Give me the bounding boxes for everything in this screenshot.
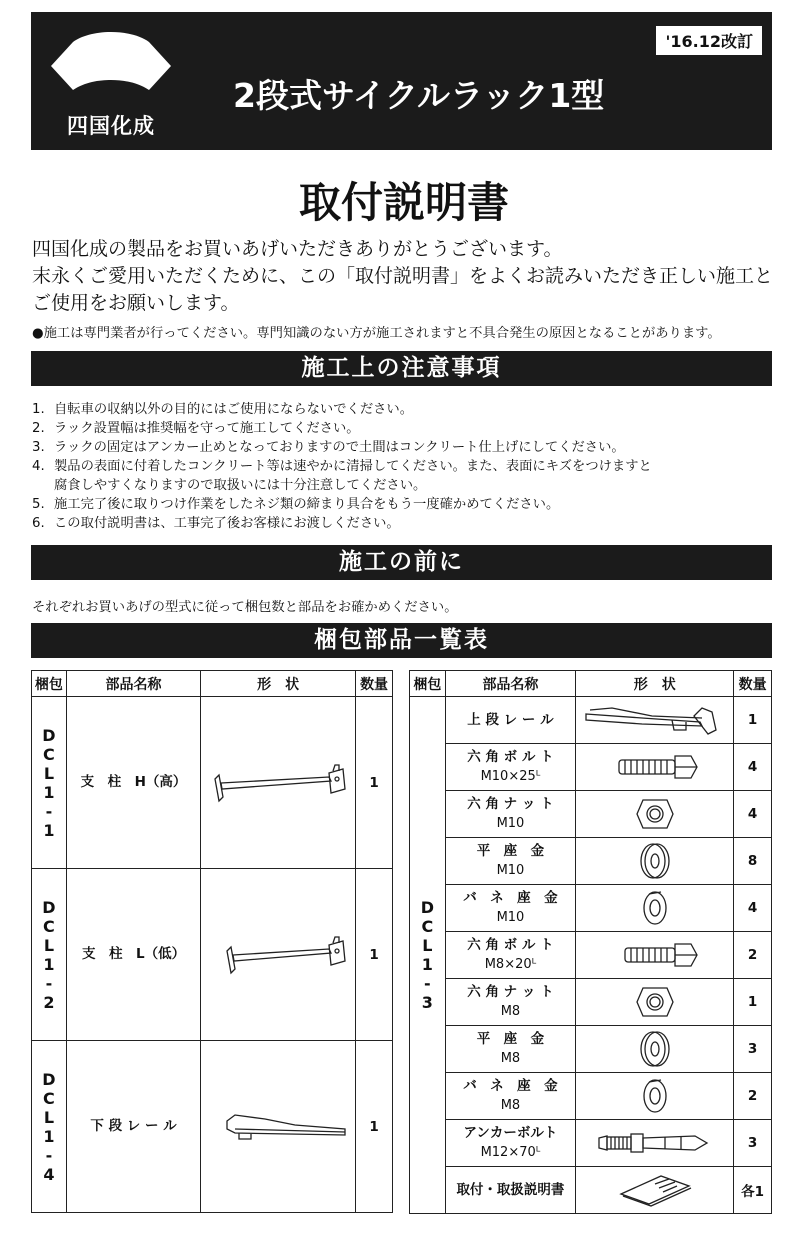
table-row: [410, 932, 772, 979]
caution-item: 2. ラック設置幅は推奨幅を守って施工してください。: [32, 421, 360, 436]
table-row: [410, 744, 772, 791]
table-row: [410, 885, 772, 932]
part-name: 六 角 ナ ッ ト M10: [445, 791, 576, 838]
caution-item: 3. ラックの固定はアンカー止めとなっておりますので土間はコンクリート仕上げにしてください。: [32, 440, 625, 455]
col-part-name: 部品名称: [445, 671, 576, 697]
quantity: 2: [734, 932, 772, 979]
col-shape: 形 状: [576, 671, 734, 697]
col-package: 梱包: [32, 671, 67, 697]
specialist-note: ●施工は専門業者が行ってください。専門知識のない方が施工されますと不具合発生の原因となることがあります。: [32, 326, 721, 341]
part-name: 支 柱 H（高）: [66, 697, 200, 869]
logo-mark-icon: [51, 26, 171, 108]
quantity: 8: [734, 838, 772, 885]
parts-table-right: [409, 670, 772, 1214]
package-code: D C L 1 - 1: [32, 697, 67, 869]
before-heading: 施工の前に: [31, 545, 772, 580]
col-shape: 形 状: [201, 671, 356, 697]
quantity: 4: [734, 744, 772, 791]
quantity: 3: [734, 1026, 772, 1073]
quantity: 1: [356, 697, 393, 869]
lower-rail-shape: [201, 1041, 356, 1213]
caution-item: 4. 製品の表面に付着したコンクリート等は速やかに清掃してください。また、表面にキズをつけますと: [32, 459, 652, 474]
quantity: 1: [734, 979, 772, 1026]
intro-text: [32, 236, 777, 317]
manual-icon: [576, 1167, 734, 1214]
hex-nut-icon: [576, 979, 734, 1026]
part-name: 平 座 金 M10: [445, 838, 576, 885]
intro-line: ご使用をお願いします。: [32, 292, 240, 314]
part-name: 上 段 レ ー ル: [445, 697, 576, 744]
spring-washer-icon: [576, 1073, 734, 1120]
part-name: バ ネ 座 金 M10: [445, 885, 576, 932]
company-logo: [51, 26, 171, 136]
col-part-name: 部品名称: [66, 671, 200, 697]
part-name: 六 角 ボ ル ト M8×20ᴸ: [445, 932, 576, 979]
brand-name: 四国化成: [67, 114, 155, 138]
table-row: [410, 838, 772, 885]
hex-bolt-icon: [576, 744, 734, 791]
parts-table-left: [31, 670, 393, 1213]
quantity: 4: [734, 791, 772, 838]
part-name: 平 座 金 M8: [445, 1026, 576, 1073]
parts-heading: 梱包部品一覧表: [31, 623, 772, 658]
quantity: 各1: [734, 1167, 772, 1214]
col-package: 梱包: [410, 671, 446, 697]
part-name: 六 角 ナ ッ ト M8: [445, 979, 576, 1026]
quantity: 1: [356, 869, 393, 1041]
caution-item: 1. 自転車の収納以外の目的にはご使用にならないでください。: [32, 402, 414, 417]
header-banner: [31, 12, 772, 150]
table-row: [410, 791, 772, 838]
cautions-list: [32, 400, 777, 533]
part-name: 下 段 レ ー ル: [66, 1041, 200, 1213]
intro-line: 末永くご愛用いただくために、この「取付説明書」をよくお読みいただき正しい施工と: [32, 265, 774, 287]
package-code: D C L 1 - 2: [32, 869, 67, 1041]
quantity: 2: [734, 1073, 772, 1120]
package-code: D C L 1 - 3: [410, 697, 446, 1214]
table-row: [410, 697, 772, 744]
post-high-shape: [201, 697, 356, 869]
upper-rail-shape: [576, 697, 734, 744]
page-title: 取付説明書: [298, 178, 509, 227]
quantity: 4: [734, 885, 772, 932]
col-qty: 数量: [734, 671, 772, 697]
table-row: [32, 869, 393, 1041]
flat-washer-icon: [576, 838, 734, 885]
caution-item: 5. 施工完了後に取りつけ作業をしたネジ類の締まり具合をもう一度確かめてください。: [32, 497, 560, 512]
package-code: D C L 1 - 4: [32, 1041, 67, 1213]
product-name: 2段式サイクルラック1型: [233, 76, 605, 115]
anchor-bolt-icon: [576, 1120, 734, 1167]
before-text: それぞれお買いあげの型式に従って梱包数と部品をお確かめください。: [32, 600, 458, 615]
flat-washer-icon: [576, 1026, 734, 1073]
intro-line: 四国化成の製品をお買いあげいただきありがとうございます。: [32, 238, 563, 260]
table-row: [32, 1041, 393, 1213]
table-row: [410, 1026, 772, 1073]
cautions-heading: 施工上の注意事項: [31, 351, 772, 386]
table-row: [410, 1073, 772, 1120]
quantity: 1: [356, 1041, 393, 1213]
table-row: [32, 697, 393, 869]
table-row: [410, 1167, 772, 1214]
hex-bolt-icon: [576, 932, 734, 979]
caution-item: 6. この取付説明書は、工事完了後お客様にお渡しください。: [32, 516, 400, 531]
table-row: [410, 1120, 772, 1167]
table-row: [410, 979, 772, 1026]
part-name: 六 角 ボ ル ト M10×25ᴸ: [445, 744, 576, 791]
hex-nut-icon: [576, 791, 734, 838]
revision-badge: '16.12改訂: [656, 26, 762, 55]
caution-item-continued: 腐食しやすくなりますので取扱いには十分注意してください。: [54, 478, 427, 493]
part-name: 取付・取扱説明書: [445, 1167, 576, 1214]
part-name: バ ネ 座 金 M8: [445, 1073, 576, 1120]
col-qty: 数量: [356, 671, 393, 697]
part-name: アンカーボルト M12×70ᴸ: [445, 1120, 576, 1167]
quantity: 1: [734, 697, 772, 744]
part-name: 支 柱 L（低）: [66, 869, 200, 1041]
quantity: 3: [734, 1120, 772, 1167]
spring-washer-icon: [576, 885, 734, 932]
post-low-shape: [201, 869, 356, 1041]
